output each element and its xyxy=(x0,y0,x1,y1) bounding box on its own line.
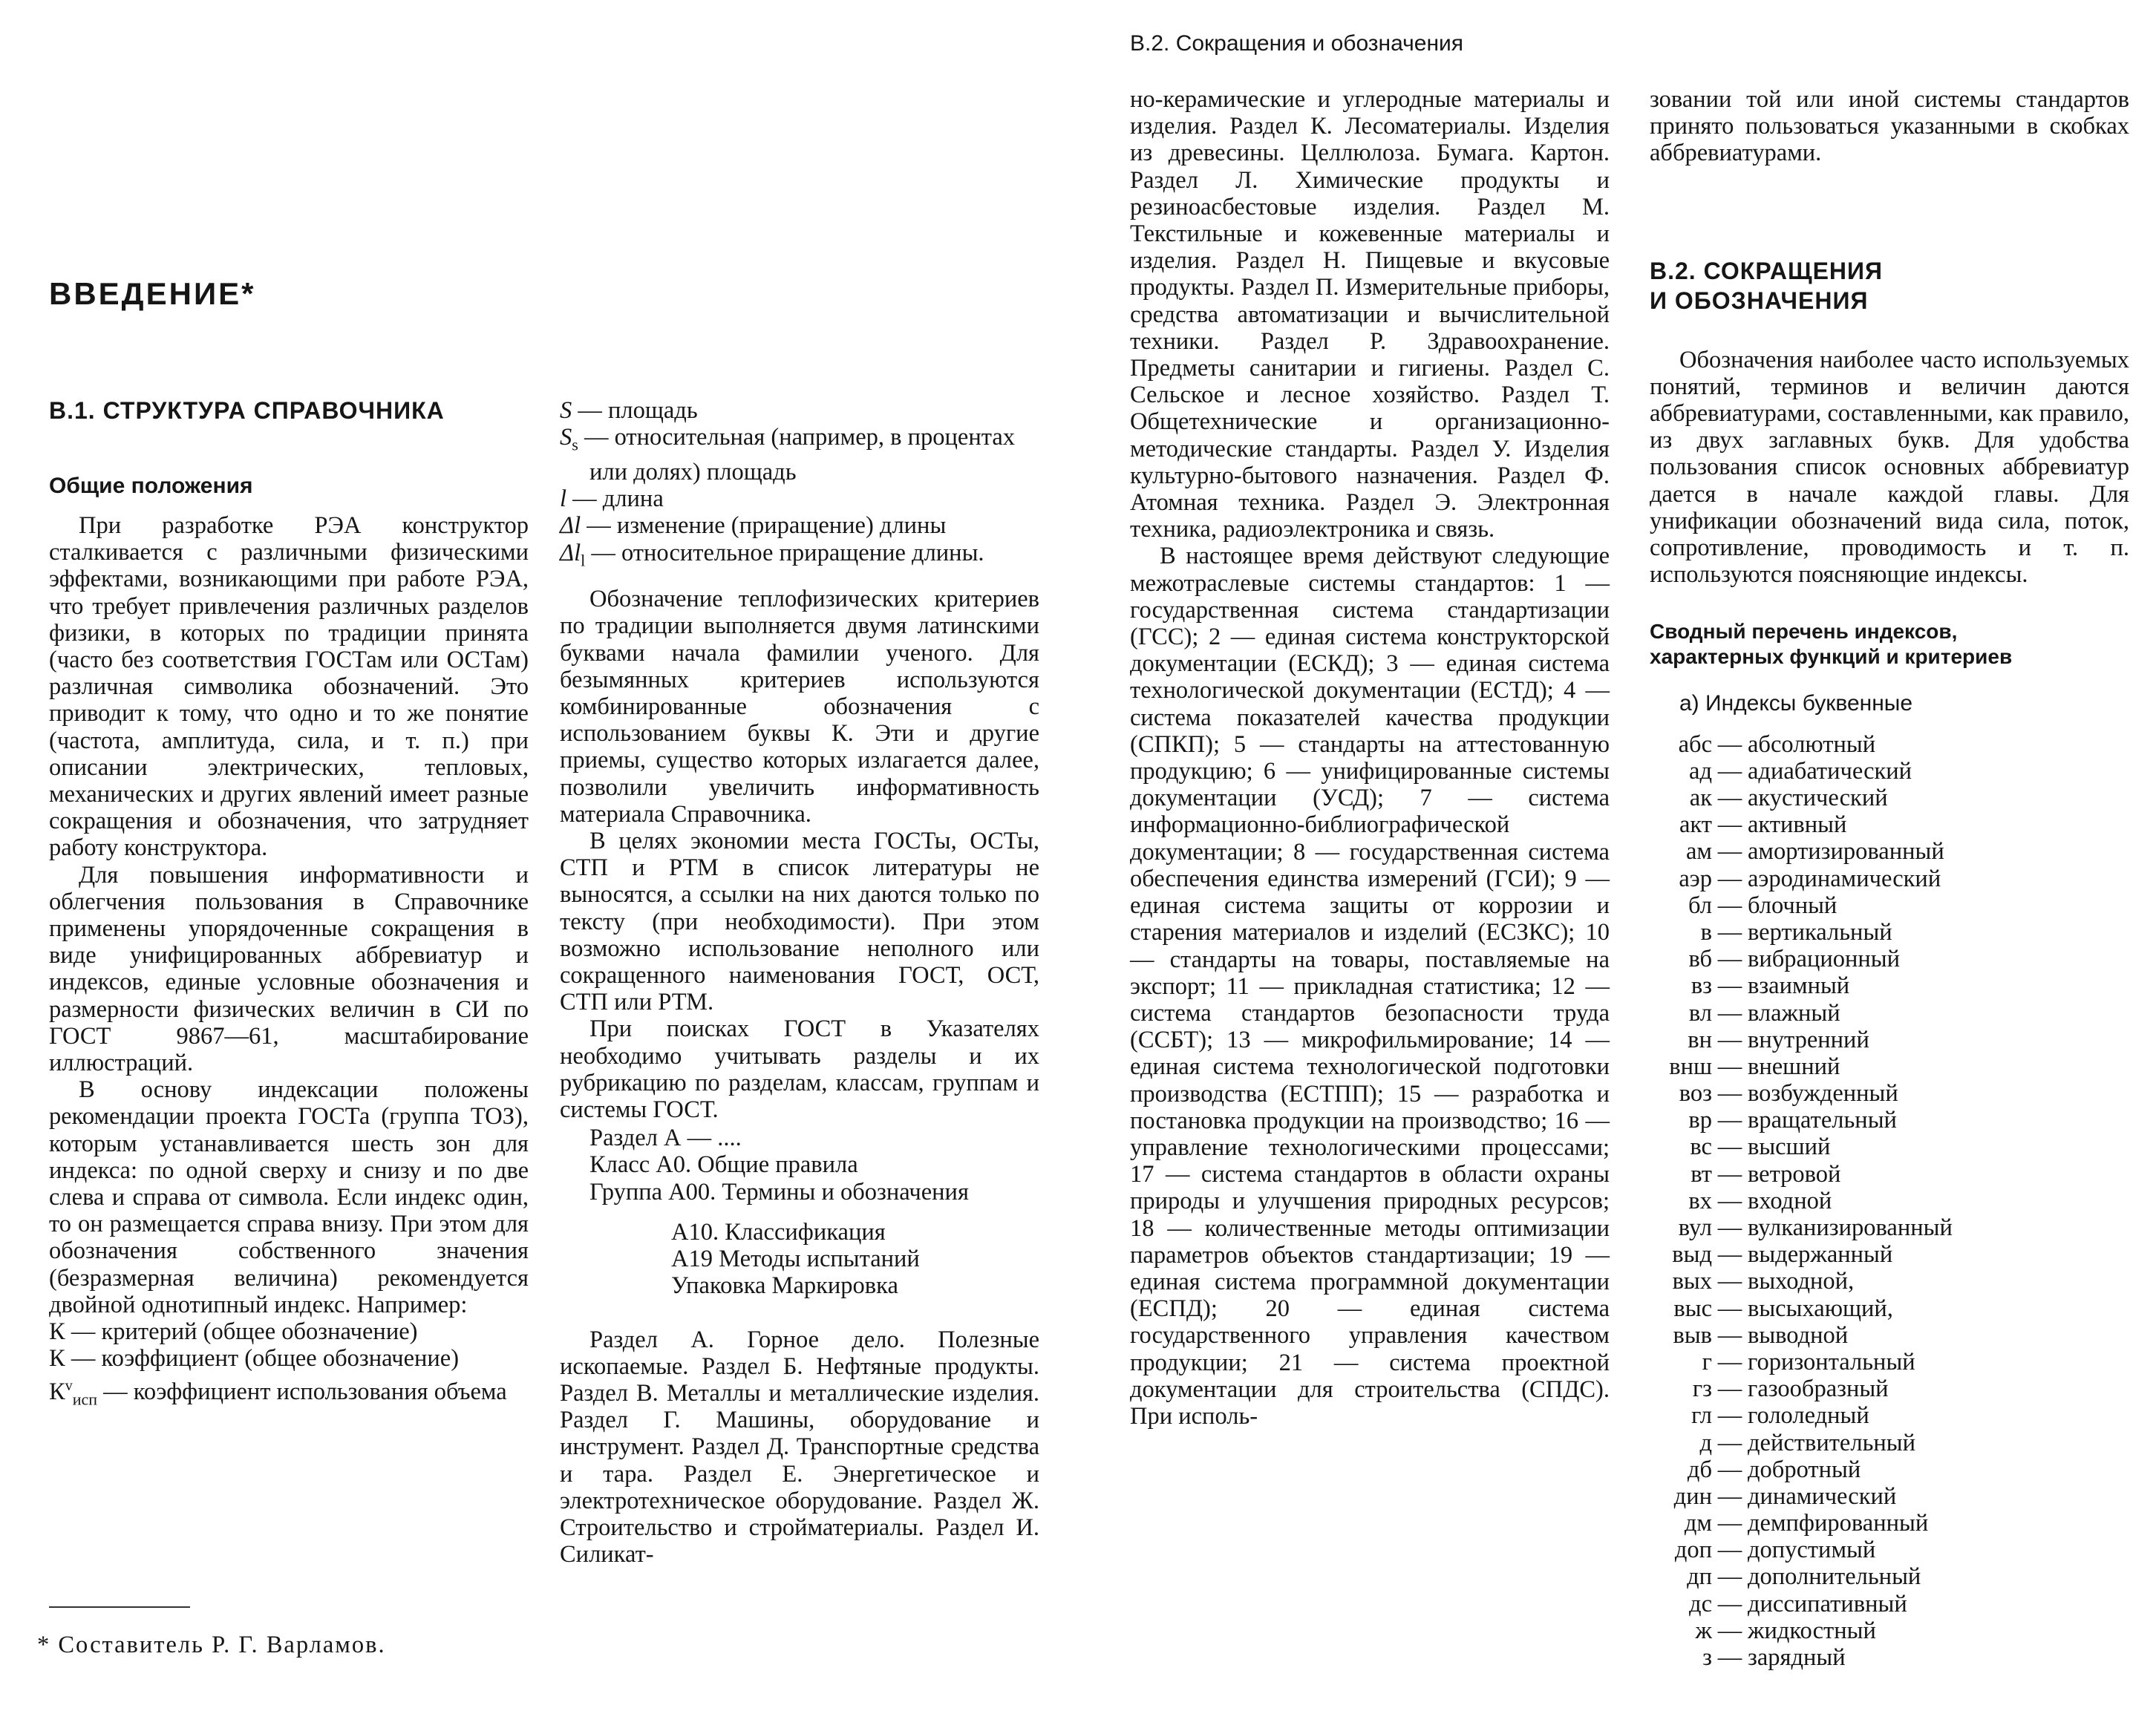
index-list-item xyxy=(1650,758,2129,785)
index-abbreviation: дм xyxy=(1684,1510,1712,1537)
subheading-general: Общие положения xyxy=(49,474,253,498)
index-list-item xyxy=(1650,1080,2129,1107)
tree-line: Класс А0. Общие правила xyxy=(589,1151,858,1179)
section-title-line: И ОБОЗНАЧЕНИЯ xyxy=(1650,287,1869,314)
symbol: l xyxy=(560,485,567,513)
paragraph: Для повышения информативности и облегчения пользования в Справочнике применены упорядоченные сокращения в виде унифицированных аббревиатур и индексов, единые условные обозначения и размерности физических величин в СИ по ГОСТ 9867—61, масштабирование иллюстраций. xyxy=(49,861,529,1077)
definition-item xyxy=(560,512,1039,539)
index-dash: — xyxy=(1717,1456,1742,1483)
index-dash: — xyxy=(1717,1214,1742,1242)
index-dash: — xyxy=(1717,1133,1742,1161)
index-dash: — xyxy=(1717,1510,1742,1537)
index-abbreviation: акт xyxy=(1679,811,1712,839)
index-dash: — xyxy=(1717,1590,1742,1617)
index-dash: — xyxy=(1717,1617,1742,1644)
index-dash: — xyxy=(1717,1268,1742,1295)
index-dash: — xyxy=(1717,1644,1742,1672)
index-meaning: абсолютный xyxy=(1748,730,1876,758)
index-abbreviation: вл xyxy=(1688,999,1712,1027)
tree-line: А19 Методы испытаний xyxy=(671,1246,920,1273)
index-list-item xyxy=(1650,1456,2129,1483)
index-meaning: гололедный xyxy=(1748,1402,1869,1430)
index-abbreviation: ад xyxy=(1689,757,1712,785)
index-meaning: входной xyxy=(1748,1187,1832,1214)
section-title-structure: В.1. СТРУКТУРА СПРАВОЧНИКА xyxy=(49,397,445,424)
index-abbreviation: аэр xyxy=(1679,865,1712,892)
index-meaning: выводной xyxy=(1748,1321,1849,1349)
definition: — коэффициент использования объема xyxy=(103,1378,507,1405)
tree-line: Раздел А — .... xyxy=(589,1125,742,1152)
index-meaning: амортизированный xyxy=(1748,838,1944,866)
index-list-item xyxy=(1650,1027,2129,1053)
heading-line: характерных функций и критериев xyxy=(1650,645,2013,669)
index-abbreviation: выс xyxy=(1673,1295,1712,1322)
paragraph: зовании той или иной системы стандартов принято пользоваться указанными в скобках аббревиатурами. xyxy=(1650,86,2129,167)
symbol-definitions xyxy=(560,397,1039,574)
index-list-heading xyxy=(1650,619,2129,670)
index-abbreviation: гл xyxy=(1691,1402,1712,1430)
index-list-item xyxy=(1650,1000,2129,1027)
index-abbreviation: в xyxy=(1700,918,1712,946)
footnote: * Составитель Р. Г. Варламов. xyxy=(37,1632,386,1658)
definition-item xyxy=(560,485,1039,512)
paragraph: В настоящее время действуют следующие межотраслевые системы стандартов: 1 — государственная система стандартизации (ГСС); 2 — единая система конструкторской документации (ЕСКД); 3 — единая система технологической документации (ЕСТД); 4 — система показателей качества продукции (СПКП); 5 — стандарты на аттестованную продукцию; 6 — унифицированные системы документации (УСД); 7 — система информационно-библиографической документации; 8 — государственная система обеспечения единства измерений (ГСИ); 9 — единая система защиты от коррозии и старения материалов и изделий (ЕСЗКС); 10 — стандарты на товары, поставляемые на экспорт; 11 — прикладная статистика; 12 — система стандартов безопасности труда (ССБТ); 13 — микрофильмирование; 14 — единая система технологической подготовки производства (ЕСТПП); 15 — разработка и постановка продукции на производство; 16 — управление технологическими процессами; 17 — система стандартов в области охраны природы и улучшения природных ресурсов; 18 — количественные методы оптимизации параметров объектов стандартизации; 19 — единая система программной документации (ЕСПД); 20 — единая система государственного управления качеством продукции; 21 — система проектной документации для строительства (СПДС). При исполь- xyxy=(1130,543,1610,1430)
chapter-title: ВВЕДЕНИЕ* xyxy=(49,276,256,311)
index-dash: — xyxy=(1717,1295,1742,1322)
example-item xyxy=(49,1318,529,1345)
definition: — относительное приращение длины. xyxy=(591,539,984,566)
section-title-line: В.2. СОКРАЩЕНИЯ xyxy=(1650,257,1884,284)
definition: — коэффициент (общее обозначение) xyxy=(71,1345,460,1373)
paragraph: Обозначение теплофизических критериев по традиции выполняется двумя латинскими буквами начала фамилии ученого. Для безымянных критериев используются комбинированные обозначения с использованием буквы К. Эти и другие приемы, существо которых излагается далее, позволили увеличить информативность материала Справочника. xyxy=(560,586,1039,828)
index-abbreviation: вул xyxy=(1678,1214,1712,1242)
index-list xyxy=(1650,731,2129,1672)
index-abbreviation: вр xyxy=(1688,1107,1712,1134)
symbol-subscript: исп xyxy=(72,1389,97,1408)
index-list-item xyxy=(1650,811,2129,838)
paragraph: При разработке РЭА конструктор сталкивается с различными физическими эффектами, возникающими при работе РЭА, что требует привлечения различных разделов физики, в которых по традиции принята (часто без соответствия ГОСТам или ОСТам) различная символика обозначений. Это приводит к тому, что одно и то же понятие (частота, амплитуда, сила, и т. п.) при описании электрических, тепловых, механических и других явлений имеет разные сокращения и обозначения, что затрудняет работу конструктора. xyxy=(49,512,529,862)
index-meaning: допустимый xyxy=(1748,1537,1876,1564)
index-dash: — xyxy=(1717,1053,1742,1080)
index-meaning: дополнительный xyxy=(1748,1563,1921,1591)
index-dash: — xyxy=(1717,1402,1742,1430)
text-column-4 xyxy=(1650,86,2129,1671)
index-meaning: аэродинамический xyxy=(1748,865,1941,892)
symbol: Δl xyxy=(560,512,581,540)
index-meaning: вулканизированный xyxy=(1748,1214,1953,1242)
symbol: S xyxy=(560,397,572,424)
definition: — относительная (например, в процентах или долях) площадь xyxy=(584,424,1016,485)
index-dash: — xyxy=(1717,1026,1742,1053)
index-list-item xyxy=(1650,1322,2129,1349)
index-abbreviation: воз xyxy=(1679,1080,1712,1108)
index-list-item xyxy=(1650,1295,2129,1322)
index-abbreviation: дб xyxy=(1687,1456,1712,1483)
index-meaning: жидкостный xyxy=(1748,1617,1876,1644)
index-dash: — xyxy=(1717,1187,1742,1214)
index-meaning: вращательный xyxy=(1748,1107,1897,1134)
index-meaning: демпфированный xyxy=(1748,1510,1929,1537)
index-dash: — xyxy=(1717,1080,1742,1108)
index-meaning: высший xyxy=(1748,1133,1831,1161)
index-abbreviation: доп xyxy=(1674,1537,1712,1564)
paragraph: При поисках ГОСТ в Указателях необходимо учитывать разделы и их рубрикацию по разделам, классам, группам и системы ГОСТ. xyxy=(560,1015,1039,1124)
index-meaning: внутренний xyxy=(1748,1026,1869,1053)
definition-item xyxy=(560,540,1039,575)
index-abbreviation: вс xyxy=(1690,1133,1712,1161)
definition-item xyxy=(560,424,1039,485)
footnote-rule xyxy=(49,1606,190,1608)
paragraph: Раздел А. Горное дело. Полезные ископаемые. Раздел Б. Нефтяные продукты. Раздел В. Металлы и металлические изделия. Раздел Г. Машины, оборудование и инструмент. Раздел Д. Транспортные средства и тара. Раздел Е. Энергетическое и электротехническое оборудование. Раздел Ж. Строительство и стройматериалы. Раздел И. Силикат- xyxy=(560,1326,1039,1568)
index-list-item xyxy=(1650,919,2129,946)
index-abbreviation: ак xyxy=(1689,785,1712,812)
definition: — площадь xyxy=(578,397,698,424)
paragraph: Обозначения наиболее часто используемых понятий, терминов и величин даются аббревиатурами, составленными, как правило, из двух заглавных букв. Для удобства пользования список основных аббревиатур дается в начале каждой главы. Для унификации обозначений вида сила, поток, сопротивление, проводимость и т. п. используются поясняющие индексы. xyxy=(1650,346,2129,589)
index-list-item xyxy=(1650,1617,2129,1644)
index-dash: — xyxy=(1717,730,1742,758)
index-dash: — xyxy=(1717,1107,1742,1134)
index-dash: — xyxy=(1717,838,1742,866)
index-meaning: взаимный xyxy=(1748,972,1850,1000)
index-abbreviation: выд xyxy=(1672,1241,1712,1269)
index-abbreviation: вх xyxy=(1688,1187,1712,1214)
index-list-subheading: а) Индексы буквенные xyxy=(1679,691,1913,716)
index-abbreviation: выв xyxy=(1673,1321,1712,1349)
index-meaning: горизонтальный xyxy=(1748,1348,1915,1375)
index-dash: — xyxy=(1717,1160,1742,1188)
paragraph: В основу индексации положены рекомендации проекта ГОСТа (группа ТОЗ), которым устанавливается шесть зон для индекса: по одной сверху и снизу и по две слева и справа от символа. Если индекс один, то он размещается справа внизу. При этом для обозначения собственного значения (безразмерная величина) рекомендуется двойной однотипный индекс. Например: xyxy=(49,1076,529,1318)
index-list-item xyxy=(1650,1483,2129,1510)
index-list-item xyxy=(1650,1402,2129,1429)
index-meaning: динамический xyxy=(1748,1482,1897,1510)
text-column-3 xyxy=(1130,86,1610,1430)
index-list-item xyxy=(1650,1644,2129,1671)
index-abbreviation: абс xyxy=(1678,730,1712,758)
index-abbreviation: дп xyxy=(1687,1563,1712,1591)
gost-structure-example xyxy=(589,1125,1039,1299)
index-meaning: вибрационный xyxy=(1748,946,1900,973)
index-abbreviation: гз xyxy=(1692,1375,1712,1403)
tree-line: Упаковка Маркировка xyxy=(671,1272,898,1300)
section-title-abbreviations xyxy=(1650,256,2129,315)
index-dash: — xyxy=(1717,1429,1742,1456)
index-meaning: блочный xyxy=(1748,892,1838,919)
index-list-item xyxy=(1650,1053,2129,1080)
index-dash: — xyxy=(1717,757,1742,785)
index-dash: — xyxy=(1717,892,1742,919)
index-meaning: влажный xyxy=(1748,999,1840,1027)
index-list-item xyxy=(1650,1133,2129,1160)
index-meaning: высыхающий, xyxy=(1748,1295,1893,1322)
index-list-item xyxy=(1650,1510,2129,1537)
index-list-item xyxy=(1650,1214,2129,1241)
index-list-item xyxy=(1650,1591,2129,1617)
index-dash: — xyxy=(1717,946,1742,973)
index-abbreviation: з xyxy=(1702,1644,1712,1672)
tree-line: А10. Классификация xyxy=(671,1218,886,1246)
index-list-item xyxy=(1650,1563,2129,1590)
index-meaning: адиабатический xyxy=(1748,757,1912,785)
index-dash: — xyxy=(1717,1563,1742,1591)
index-dash: — xyxy=(1717,1348,1742,1375)
index-meaning: выходной, xyxy=(1748,1268,1855,1295)
example-item xyxy=(49,1345,529,1372)
symbol: S xyxy=(560,424,572,451)
index-abbreviation: дс xyxy=(1689,1590,1712,1617)
index-list-item xyxy=(1650,1188,2129,1214)
index-meaning: вертикальный xyxy=(1748,918,1892,946)
index-meaning: возбужденный xyxy=(1748,1080,1898,1108)
index-dash: — xyxy=(1717,1375,1742,1403)
index-dash: — xyxy=(1717,811,1742,839)
examples-list xyxy=(49,1318,529,1413)
index-list-item xyxy=(1650,972,2129,999)
definition: — изменение (приращение) длины xyxy=(587,512,947,540)
definition: — длина xyxy=(572,485,664,513)
index-list-item xyxy=(1650,1430,2129,1456)
symbol: Δl xyxy=(560,539,581,566)
index-dash: — xyxy=(1717,972,1742,1000)
index-abbreviation: вых xyxy=(1672,1268,1712,1295)
index-meaning: газообразный xyxy=(1748,1375,1889,1403)
index-list-item xyxy=(1650,1537,2129,1563)
index-list-item xyxy=(1650,731,2129,758)
index-list-item xyxy=(1650,838,2129,865)
symbol: К xyxy=(49,1378,65,1405)
index-meaning: добротный xyxy=(1748,1456,1861,1483)
running-head: В.2. Сокращения и обозначения xyxy=(1130,31,1464,56)
index-list-item xyxy=(1650,946,2129,972)
symbol-subscript: s xyxy=(572,435,578,454)
index-dash: — xyxy=(1717,1321,1742,1349)
index-abbreviation: вз xyxy=(1690,972,1712,1000)
heading-line: Сводный перечень индексов, xyxy=(1650,620,1958,644)
index-list-item xyxy=(1650,892,2129,919)
index-dash: — xyxy=(1717,999,1742,1027)
text-column-1 xyxy=(49,512,529,1413)
index-meaning: зарядный xyxy=(1748,1644,1846,1672)
index-meaning: внешний xyxy=(1748,1053,1840,1080)
index-list-item xyxy=(1650,1349,2129,1375)
index-list-item xyxy=(1650,1268,2129,1295)
index-dash: — xyxy=(1717,865,1742,892)
index-list-item xyxy=(1650,1107,2129,1133)
index-abbreviation: вн xyxy=(1688,1026,1712,1053)
index-abbreviation: г xyxy=(1702,1348,1712,1375)
index-abbreviation: внш xyxy=(1669,1053,1712,1080)
definition-item xyxy=(560,397,1039,424)
index-dash: — xyxy=(1717,1537,1742,1564)
index-dash: — xyxy=(1717,1482,1742,1510)
definition: — критерий (общее обозначение) xyxy=(71,1318,418,1346)
tree-line: Группа А00. Термины и обозначения xyxy=(589,1178,969,1205)
index-dash: — xyxy=(1717,785,1742,812)
index-list-item xyxy=(1650,1161,2129,1188)
index-meaning: активный xyxy=(1748,811,1847,839)
index-dash: — xyxy=(1717,1241,1742,1269)
index-list-item xyxy=(1650,1375,2129,1402)
index-abbreviation: бл xyxy=(1688,892,1712,919)
index-abbreviation: вт xyxy=(1690,1160,1712,1188)
index-abbreviation: ам xyxy=(1686,838,1712,866)
paragraph: но-керамические и углеродные материалы и изделия. Раздел К. Лесоматериалы. Изделия из древесины. Целлюлоза. Бумага. Картон. Раздел Л. Химические продукты и резиноасбестовые изделия. Раздел М. Текстильные и кожевенные материалы и изделия. Раздел Н. Пищевые и вкусовые продукты. Раздел П. Измерительные приборы, средства автоматизации и вычислительной техники. Раздел Р. Здравоохранение. Предметы санитарии и гигиены. Раздел С. Сельское и лесное хозяйство. Раздел Т. Общетехнические и организационно-методические стандарты. Раздел У. Изделия культурно-бытового назначения. Раздел Ф. Атомная техника. Раздел Э. Электронная техника, радиоэлектроника и связь. xyxy=(1130,86,1610,543)
symbol: К xyxy=(49,1318,65,1346)
index-dash: — xyxy=(1717,918,1742,946)
index-abbreviation: д xyxy=(1699,1429,1712,1456)
index-list-item xyxy=(1650,785,2129,811)
index-abbreviation: дин xyxy=(1673,1482,1712,1510)
example-item xyxy=(49,1373,529,1413)
symbol-superscript: v xyxy=(65,1377,73,1394)
index-meaning: диссипативный xyxy=(1748,1590,1907,1617)
paragraph: В целях экономии места ГОСТы, ОСТы, СТП и РТМ в список литературы не выносятся, а ссылки на них даются только по тексту (при необходимости). При этом возможно использование неполного или сокращенного наименования ГОСТ, ОСТ, СТП или РТМ. xyxy=(560,828,1039,1016)
text-column-2 xyxy=(560,397,1039,1568)
symbol: К xyxy=(49,1345,65,1373)
index-meaning: выдержанный xyxy=(1748,1241,1893,1269)
index-abbreviation: вб xyxy=(1688,946,1712,973)
index-list-item xyxy=(1650,1241,2129,1268)
index-list-item xyxy=(1650,866,2129,892)
index-meaning: акустический xyxy=(1748,785,1888,812)
index-meaning: действительный xyxy=(1748,1429,1916,1456)
index-meaning: ветровой xyxy=(1748,1160,1841,1188)
index-abbreviation: ж xyxy=(1695,1617,1712,1644)
symbol-subscript: l xyxy=(581,551,586,570)
